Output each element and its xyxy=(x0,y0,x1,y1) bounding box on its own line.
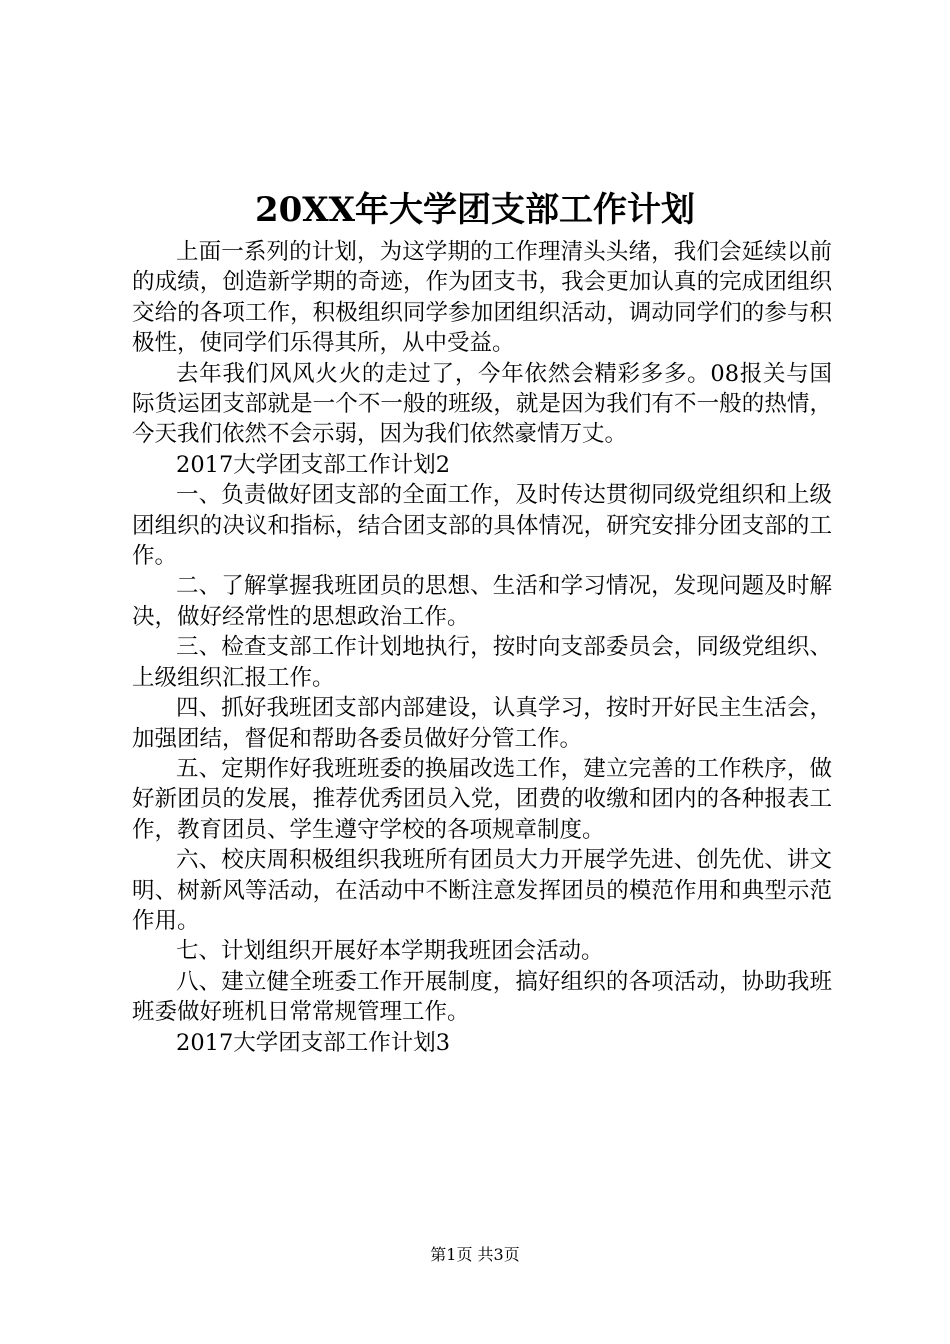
page-number-footer: 第1页 共3页 xyxy=(430,1245,520,1264)
list-item-8: 八、建立健全班委工作开展制度，搞好组织的各项活动，协助我班班委做好班机日常常规管理工作。 xyxy=(132,968,832,1026)
document-body xyxy=(132,237,832,1058)
section-heading-plan-3: 2017大学团支部工作计划3 xyxy=(176,1029,451,1056)
list-item-4: 四、抓好我班团支部内部建设，认真学习，按时开好民主生活会，加强团结，督促和帮助各委员做好分管工作。 xyxy=(132,695,832,752)
paragraph-intro-summary: 上面一系列的计划，为这学期的工作理清头头绪，我们会延续以前的成绩，创造新学期的奇迹，作为团支书，我会更加认真的完成团组织交给的各项工作，积极组织同学参加团组织活动，调动同学们的参与积极性，使同学们乐得其所，从中受益。 xyxy=(132,239,832,357)
list-item-5: 五、定期作好我班班委的换届改选工作，建立完善的工作秩序，做好新团员的发展，推荐优秀团员入党，团费的收缴和团内的各种报表工作，教育团员、学生遵守学校的各项规章制度。 xyxy=(132,755,832,843)
list-item-7: 七、计划组织开展好本学期我班团会活动。 xyxy=(176,938,604,965)
list-item-3: 三、检查支部工作计划地执行，按时向支部委员会，同级党组织、上级组织汇报工作。 xyxy=(132,634,832,691)
section-heading-plan-2: 2017大学团支部工作计划2 xyxy=(176,451,451,478)
list-item-1: 一、负责做好团支部的全面工作，及时传达贯彻同级党组织和上级团组织的决议和指标，结合团支部的具体情况，研究安排分团支部的工作。 xyxy=(132,482,832,570)
paragraph-last-year: 去年我们风风火火的走过了，今年依然会精彩多多。08报关与国际货运团支部就是一个不一般的班级，就是因为我们有不一般的热情，今天我们依然不会示弱，因为我们依然豪情万丈。 xyxy=(132,360,832,448)
document-title: 20XX年大学团支部工作计划 xyxy=(254,190,696,230)
list-item-6: 六、校庆周积极组织我班所有团员大力开展学先进、创先优、讲文明、树新风等活动，在活动中不断注意发挥团员的模范作用和典型示范作用。 xyxy=(132,847,832,934)
list-item-2: 二、了解掌握我班团员的思想、生活和学习情况，发现问题及时解决，做好经常性的思想政治工作。 xyxy=(132,573,832,630)
